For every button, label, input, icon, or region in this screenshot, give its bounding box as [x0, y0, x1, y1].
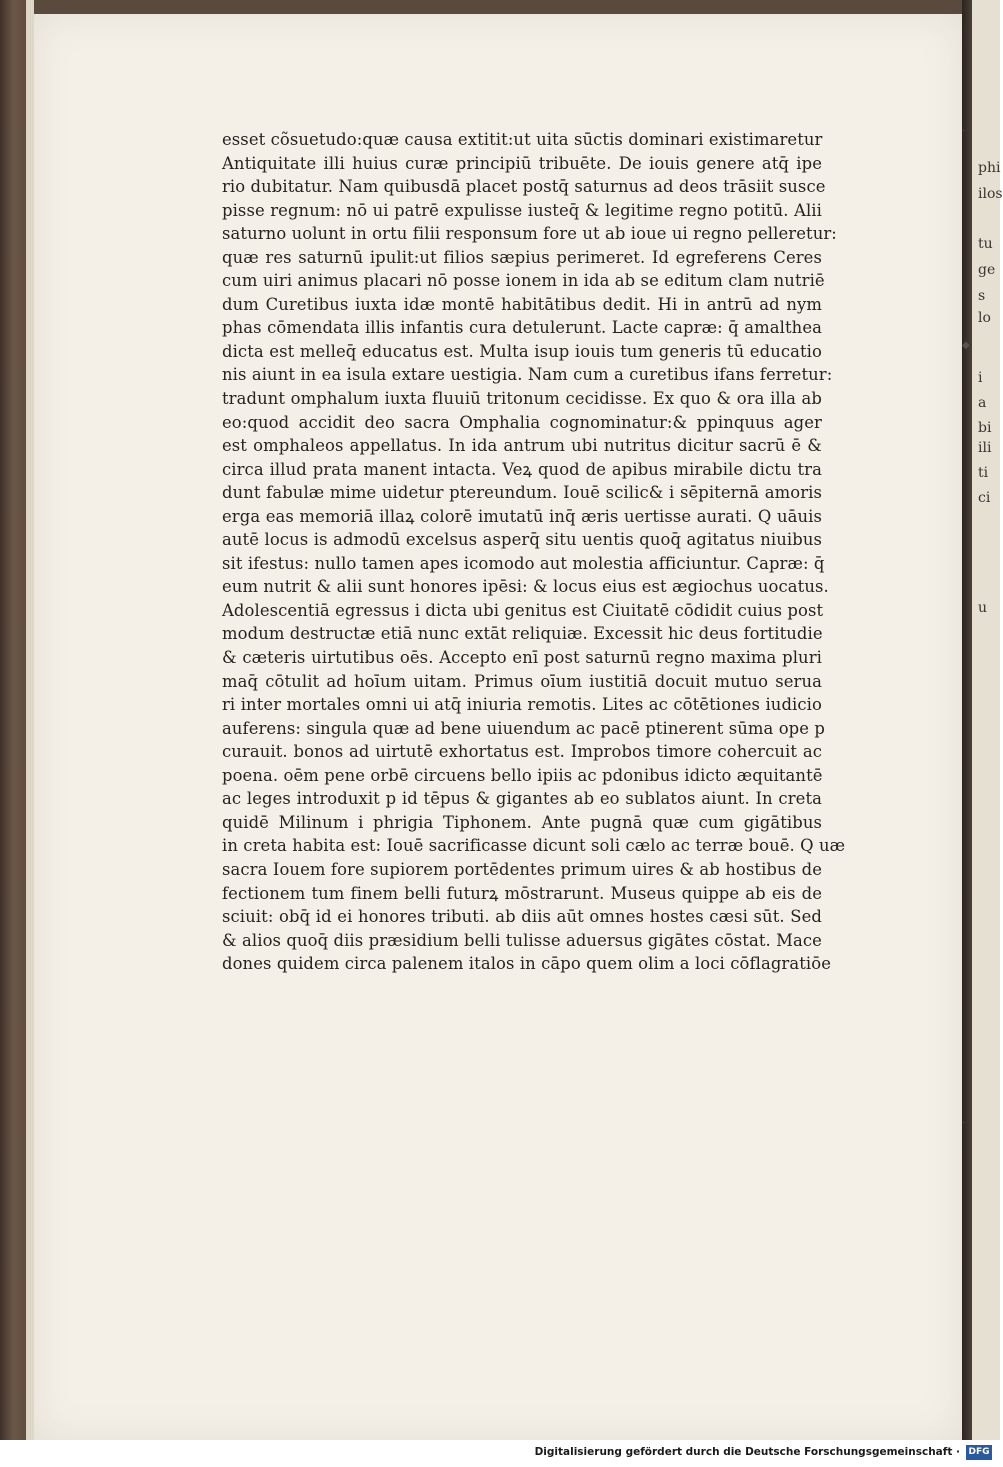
facing-page-fragment: ci [978, 490, 991, 506]
text-line: sit ifestus: nullo tamen apes icomodo aut molestia afficiuntur. Capræ: q̄ [222, 553, 825, 573]
text-line: modum destructæ etiā nunc extāt reliquiæ. Excessit hic deus fortitudie [222, 624, 823, 644]
facing-page-fragment: u [978, 600, 988, 616]
text-line: pisse regnum: nō ui patrē expulisse iusteq̄ & legitime regno potitū. Alii [222, 200, 822, 220]
text-line: dones quidem circa palenem italos in cāpo quem olim a loci cōflagratiōe [222, 954, 832, 974]
text-line: & cæteris uirtutibus oēs. Accepto enī post saturnū regno maxima pluri [222, 648, 822, 668]
text-line: est omphaleos appellatus. In ida antrum ubi nutritus dicitur sacrū ē & [222, 436, 822, 456]
text-line: Adolescentiā egressus i dicta ubi genitus est Ciuitatē cōdidit cuius post [222, 600, 824, 620]
text-line: circa illud prata manent intacta. Veꝝ quod de apibus mirabile dictu tra [222, 459, 822, 479]
body-text [222, 128, 846, 976]
facing-page-fragment: s [978, 288, 986, 304]
text-line: maq̄ cōtulit ad hoīum uitam. Primus oīum iustitiā docuit mutuo serua [222, 671, 822, 691]
text-line: quæ res saturnū ipulit:ut filios sæpius perimeret. Id egreferens Ceres [222, 247, 822, 267]
text-line: rio dubitatur. Nam quibusdā placet postq̄ saturnus ad deos trāsiit susce [222, 177, 826, 197]
facing-page-fragment: a [978, 395, 987, 411]
text-line: poena. oēm pene orbē circuens bello ipiis ac pdonibus idicto æquitantē [222, 765, 823, 785]
text-line: tradunt omphalum iuxta fluuiū tritonum cecidisse. Ex quo & ora illa ab [222, 389, 822, 409]
footer-bar [0, 1440, 1000, 1467]
facing-page-fragment: ilos [978, 186, 1003, 202]
text-line: erga eas memoriā illaꝝ colorē imutatū inq̄ æris uertisse aurati. Q uāuis [222, 506, 822, 526]
text-line: cum uiri animus placari nō posse ionem in ida ab se editum clam nutriē [222, 271, 825, 291]
facing-page-fragment: phi [978, 160, 1001, 176]
text-line: dunt fabulæ mime uidetur ptereundum. Iouē scilic& i sēpiternā amoris [222, 483, 822, 503]
text-line: autē locus is admodū excelsus asperq̄ situ uentis quoq̄ agitatus niuibus [222, 530, 822, 550]
facing-page-fragment: tu [978, 236, 993, 252]
text-line: in creta habita est: Iouē sacrificasse dicunt soli cælo ac terræ bouē. Q uæ [222, 836, 846, 856]
text-line: esset cõsuetudo:quæ causa extitit:ut uita sūctis dominari existimaretur [222, 130, 823, 149]
text-line: eum nutrit & alii sunt honores ipēsi: & locus eius est ægiochus uocatus. [222, 577, 829, 597]
text-line: & alios quoq̄ diis præsidium belli tulisse aduersus gigātes cōstat. Mace [222, 930, 822, 950]
facing-page-edge [972, 0, 1003, 1440]
margin-mark: · [962, 1118, 966, 1129]
text-line: Antiquitate illi huius curæ principiū tribuēte. De iouis genere atq̄ ipe [222, 153, 822, 173]
text-line: sacra Iouem fore supiorem portēdentes primum uires & ab hostibus de [222, 859, 822, 879]
facing-page-fragment: ge [978, 262, 996, 278]
facing-page-fragment: lo [978, 310, 991, 326]
text-line: eo:quod accidit deo sacra Omphalia cognominatur:& ppinquus ager [222, 412, 822, 432]
text-line: ac leges introduxit p id tēpus & gigantes ab eo sublatos aiunt. In creta [222, 789, 822, 809]
text-line: quidē Milinum i phrigia Tiphonem. Ante pugnā quæ cum gigātibus [222, 812, 822, 832]
text-line: nis aiunt in ea isula extare uestigia. Nam cum a curetibus ifans ferretur: [222, 365, 833, 385]
facing-page-fragment: bi [978, 420, 992, 436]
facing-page-fragment: ili [978, 440, 992, 456]
text-line: curauit. bonos ad uirtutē exhortatus est. Improbos timore cohercuit ac [222, 742, 822, 762]
margin-mark: ◆ [962, 340, 970, 351]
page-stack-edge [26, 0, 34, 1440]
text-line: auferens: singula quæ ad bene uiuendum ac pacē ptinerent sūma ope p [222, 718, 825, 738]
text-line: ri inter mortales omni ui atq̄ iniuria remotis. Lites ac cōtētiones iudicio [222, 695, 822, 715]
facing-page-fragment: i [978, 370, 983, 386]
funding-credit: Digitalisierung gefördert durch die Deutsche Forschungsgemeinschaft · [534, 1446, 960, 1458]
text-line: fectionem tum finem belli futurꝝ mōstrarunt. Museus quippe ab eis de [222, 883, 822, 903]
text-line: sciuit: obq̄ id ei honores tributi. ab diis aūt omnes hostes cæsi sūt. Sed [222, 907, 822, 927]
book-gutter [962, 0, 972, 1440]
text-line: dum Curetibus iuxta idæ montē habitātibus dedit. Hi in antrū ad nym [222, 294, 822, 314]
text-line: saturno uolunt in ortu filii responsum fore ut ab ioue ui regno pelleretur: [222, 224, 837, 244]
text-line: phas cōmendata illis infantis cura detulerunt. Lacte capræ: q̄ amalthea [222, 318, 822, 338]
dfg-logo: DFG [966, 1445, 992, 1460]
text-line: dicta est melleq̄ educatus est. Multa isup iouis tum generis tū educatio [222, 341, 822, 361]
margin-mark: · [962, 126, 966, 137]
facing-page-fragment: ti [978, 465, 989, 481]
